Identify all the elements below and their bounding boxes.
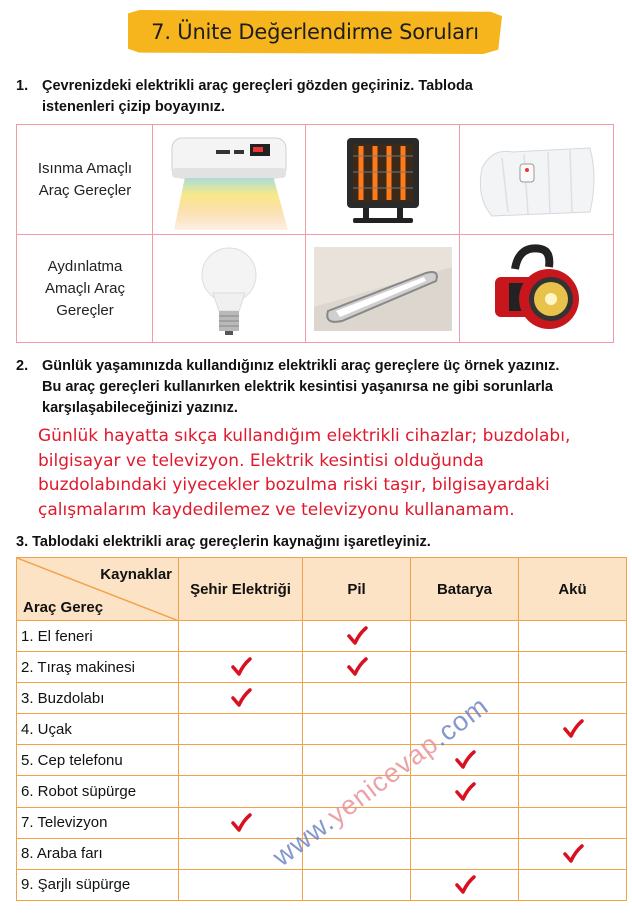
- mark-cell: [303, 621, 411, 652]
- mark-cell: [519, 683, 627, 714]
- answer-line-2: bilgisayar ve televizyon. Elektrik kesintisi olduğunda: [38, 450, 484, 471]
- light-bulb-icon: [154, 236, 304, 342]
- checkmark-icon: [562, 843, 584, 865]
- table-row: [17, 745, 627, 776]
- mark-cell: [519, 621, 627, 652]
- electric-blanket-icon: [461, 127, 613, 233]
- mark-cell: [179, 683, 303, 714]
- mark-cell: [411, 807, 519, 838]
- device-name-cell: 2. Tıraş makinesi: [17, 652, 179, 683]
- column-header-city-electricity: Şehir Elektriği: [179, 558, 303, 621]
- mark-cell: [179, 745, 303, 776]
- mark-cell: [411, 869, 519, 900]
- checkmark-icon: [346, 656, 368, 678]
- ceiling-light-icon: [307, 236, 458, 342]
- page-title: 7. Ünite Değerlendirme Soruları: [151, 20, 479, 44]
- mark-cell: [519, 652, 627, 683]
- checkmark-icon: [346, 625, 368, 647]
- question-2-number: 2.: [16, 358, 29, 374]
- mark-cell: [179, 652, 303, 683]
- device-name-cell: 8. Araba farı: [17, 838, 179, 869]
- answer-line-4: çalışmalarım kaydedilemez ve televizyonu kullanamam.: [38, 499, 515, 520]
- mark-cell: [303, 683, 411, 714]
- mark-cell: [519, 776, 627, 807]
- corner-header-sources: Kaynaklar: [100, 566, 172, 583]
- mark-cell: [303, 652, 411, 683]
- question-2-answer: [38, 424, 618, 522]
- table-row: [17, 683, 627, 714]
- column-header-accumulator: Akü: [519, 558, 627, 621]
- checkmark-icon: [230, 812, 252, 834]
- question-2: [16, 356, 626, 420]
- mark-cell: [179, 714, 303, 745]
- device-name-cell: 3. Buzdolabı: [17, 683, 179, 714]
- watermark-part-3: .com: [426, 690, 494, 753]
- page-title-banner: [128, 10, 502, 54]
- heating-lighting-table: [16, 124, 614, 343]
- answer-line-1: Günlük hayatta sıkça kullandığım elektrikli cihazlar; buzdolabı,: [38, 426, 571, 446]
- table-row: [17, 621, 627, 652]
- mark-cell: [411, 838, 519, 869]
- corner-header: [17, 558, 179, 621]
- mark-cell: [411, 621, 519, 652]
- table-row: [17, 776, 627, 807]
- question-1: [16, 76, 616, 120]
- question-3-title: 3. Tablodaki elektrikli araç gereçlerin kaynağını işaretleyiniz.: [16, 534, 431, 550]
- device-name-cell: 4. Uçak: [17, 714, 179, 745]
- quartz-heater-icon: [307, 127, 458, 233]
- mark-cell: [303, 714, 411, 745]
- mark-cell: [411, 776, 519, 807]
- checkmark-icon: [230, 687, 252, 709]
- checkmark-icon: [562, 718, 584, 740]
- mark-cell: [519, 714, 627, 745]
- table-row: [17, 714, 627, 745]
- checkmark-icon: [454, 781, 476, 803]
- column-header-battery-cell: Pil: [303, 558, 411, 621]
- mark-cell: [179, 807, 303, 838]
- question-2-line-2: Bu araç gereçleri kullanırken elektrik kesintisi yaşanırsa ne gibi sorunlarla: [42, 379, 553, 395]
- heating-row-label: Isınma Amaçlı Araç Gereçler: [37, 159, 133, 199]
- table-row: [17, 652, 627, 683]
- device-name-cell: 5. Cep telefonu: [17, 745, 179, 776]
- question-1-number: 1.: [16, 78, 29, 94]
- column-header-rechargeable-battery: Batarya: [411, 558, 519, 621]
- flashlight-icon: [461, 236, 613, 342]
- watermark-part-2: yenicevap: [321, 728, 445, 831]
- watermark-part-1: www.: [267, 806, 340, 872]
- device-name-cell: 7. Televizyon: [17, 807, 179, 838]
- question-2-line-1: Günlük yaşamınızda kullandığınız elektrikli araç gereçlere üç örnek yazınız.: [42, 358, 560, 374]
- power-source-table-body: [17, 621, 627, 901]
- mark-cell: [303, 869, 411, 900]
- mark-cell: [519, 869, 627, 900]
- question-1-line-1: Çevrenizdeki elektrikli araç gereçleri gözden geçiriniz. Tabloda: [42, 78, 473, 94]
- question-2-line-3: karşılaşabileceğinizi yazınız.: [42, 400, 238, 416]
- lighting-row-label: Aydınlatma Amaçlı Araç Gereçler: [44, 258, 126, 319]
- device-name-cell: 1. El feneri: [17, 621, 179, 652]
- device-name-cell: 6. Robot süpürge: [17, 776, 179, 807]
- checkmark-icon: [230, 656, 252, 678]
- wall-heater-icon: [154, 127, 304, 233]
- corner-header-devices: Araç Gereç: [23, 599, 104, 616]
- device-name-cell: 9. Şarjlı süpürge: [17, 869, 179, 900]
- question-3: [16, 532, 431, 553]
- answer-line-3: buzdolabındaki yiyecekler bozulma riski taşır, bilgisayardaki: [38, 475, 550, 495]
- mark-cell: [179, 621, 303, 652]
- table-header-row: [17, 558, 627, 621]
- mark-cell: [179, 776, 303, 807]
- mark-cell: [519, 807, 627, 838]
- mark-cell: [179, 869, 303, 900]
- checkmark-icon: [454, 874, 476, 896]
- mark-cell: [519, 838, 627, 869]
- mark-cell: [519, 745, 627, 776]
- question-1-line-2: istenenleri çizip boyayınız.: [42, 99, 225, 115]
- table-row: [17, 869, 627, 900]
